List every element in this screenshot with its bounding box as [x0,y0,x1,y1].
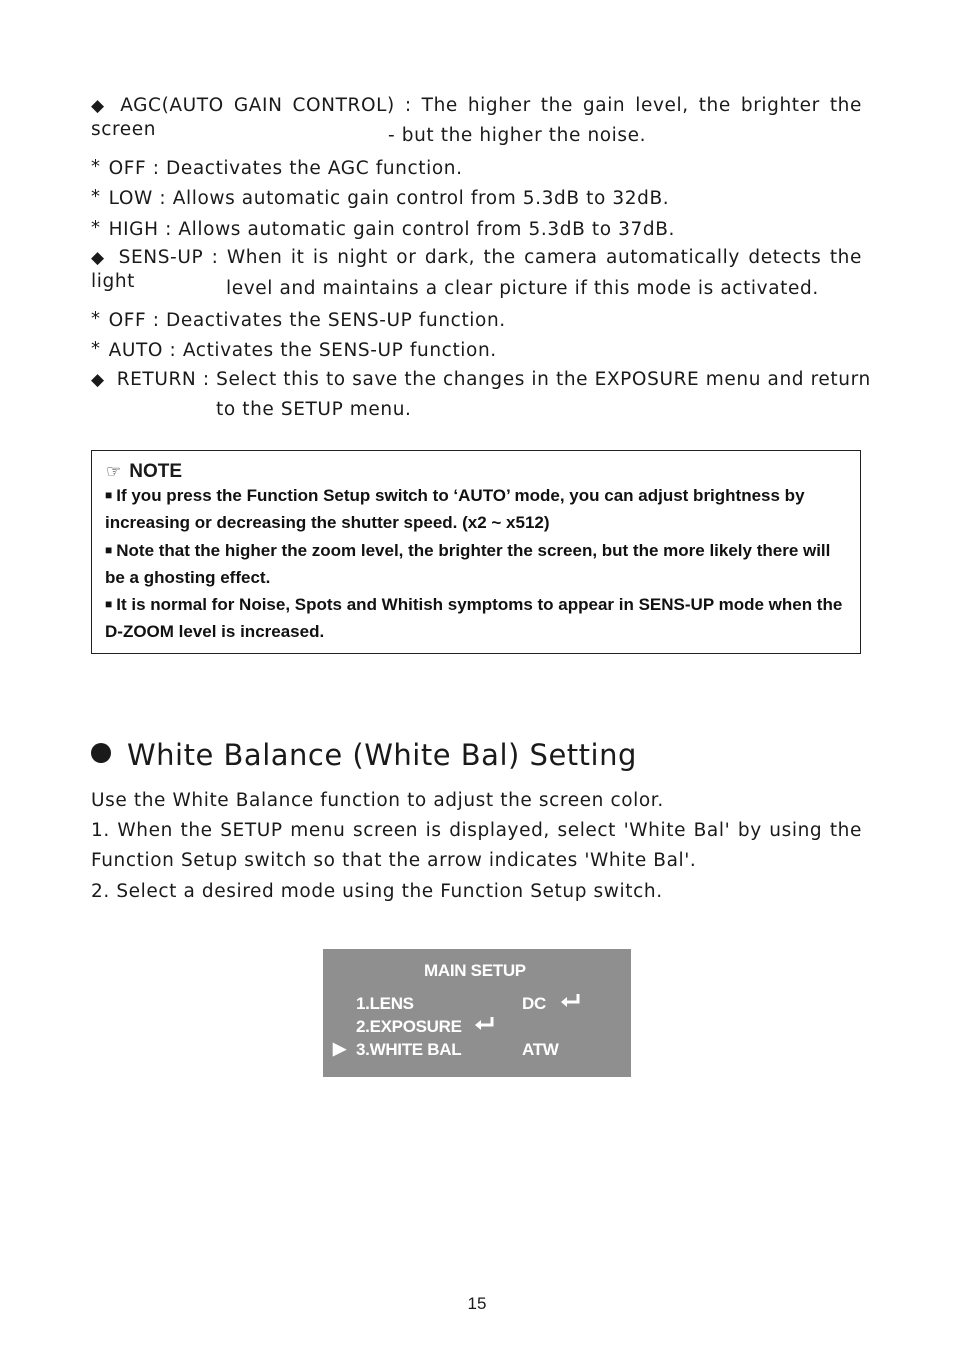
agc-high-text: HIGH : Allows automatic gain control from 5.3dB to 37dB. [108,219,675,240]
note-heading [106,461,182,483]
asterisk-bullet-icon: * [91,308,101,329]
osd-item-exposure: 2.EXPOSURE [356,1017,462,1036]
agc-low-text: LOW : Allows automatic gain control from 5.3dB to 32dB. [108,188,670,209]
note-text: Note that the higher the zoom level, the brighter the screen, but the more likely there will be a ghosting effect. [105,541,831,587]
osd-value-lens: DC [522,994,546,1013]
sensup-off-text: OFF : Deactivates the SENS-UP function. [108,310,506,331]
diamond-bullet-icon: ◆ [91,370,105,390]
note-title: NOTE [129,461,183,482]
agc-off-text: OFF : Deactivates the AGC function. [108,158,463,179]
osd-item-lens: 1.LENS [356,994,414,1013]
asterisk-bullet-icon: * [91,156,101,177]
square-bullet-icon: ■ [105,597,113,611]
osd-main-setup-menu [323,949,631,1077]
agc-low-item [91,185,669,211]
osd-item-white-bal: 3.WHITE BAL [356,1040,462,1059]
sensup-text: SENS-UP : When it is night or dark, the camera automatically detects the light [91,247,862,292]
section-title: White Balance (White Bal) Setting [127,738,637,772]
agc-continuation: - but the higher the noise. [388,125,647,146]
asterisk-bullet-icon: * [91,186,101,207]
pointing-hand-icon: ☞ [106,462,122,481]
sensup-continuation: level and maintains a clear picture if this mode is activated. [226,278,819,299]
osd-cursor-icon: ▶ [333,1039,346,1058]
square-bullet-icon: ■ [105,543,113,557]
enter-arrow-icon [560,992,582,1010]
sensup-auto-text: AUTO : Activates the SENS-UP function. [108,340,497,361]
page-number: 15 [467,1294,487,1313]
return-continuation: to the SETUP menu. [216,399,412,420]
note-text: If you press the Function Setup switch to ‘AUTO’ mode, you can adjust brightness by increasing or decreasing the shutter speed. (x2 ~ x512) [105,486,805,532]
return-item [91,368,871,392]
note-box [91,450,861,654]
return-text: RETURN : Select this to save the changes in the EXPOSURE menu and return [116,369,871,390]
body-line: 2. Select a desired mode using the Function Setup switch. [91,881,663,902]
diamond-bullet-icon: ◆ [91,248,107,268]
agc-text: AGC(AUTO GAIN CONTROL) : The higher the gain level, the brighter the screen [91,95,862,140]
asterisk-bullet-icon: * [91,217,101,238]
note-paragraph [105,537,845,591]
agc-high-item [91,216,675,242]
body-line: 1. When the SETUP menu screen is displayed, select 'White Bal' by using the [91,820,862,841]
diamond-bullet-icon: ◆ [91,96,109,116]
body-line: Function Setup switch so that the arrow indicates 'White Bal'. [91,850,697,871]
osd-value-white-bal: ATW [522,1040,559,1059]
osd-title: MAIN SETUP [424,961,526,980]
agc-off-item [91,155,463,181]
enter-arrow-icon [474,1015,496,1033]
section-heading [91,738,637,772]
asterisk-bullet-icon: * [91,338,101,359]
note-paragraph [105,482,845,536]
note-paragraph [105,591,845,645]
filled-circle-bullet-icon [91,743,111,763]
body-line: Use the White Balance function to adjust the screen color. [91,790,664,811]
sensup-auto-item [91,337,497,363]
sensup-off-item [91,307,506,333]
square-bullet-icon: ■ [105,488,113,502]
note-text: It is normal for Noise, Spots and Whitish symptoms to appear in SENS-UP mode when the D-ZOOM level is increased. [105,595,843,641]
